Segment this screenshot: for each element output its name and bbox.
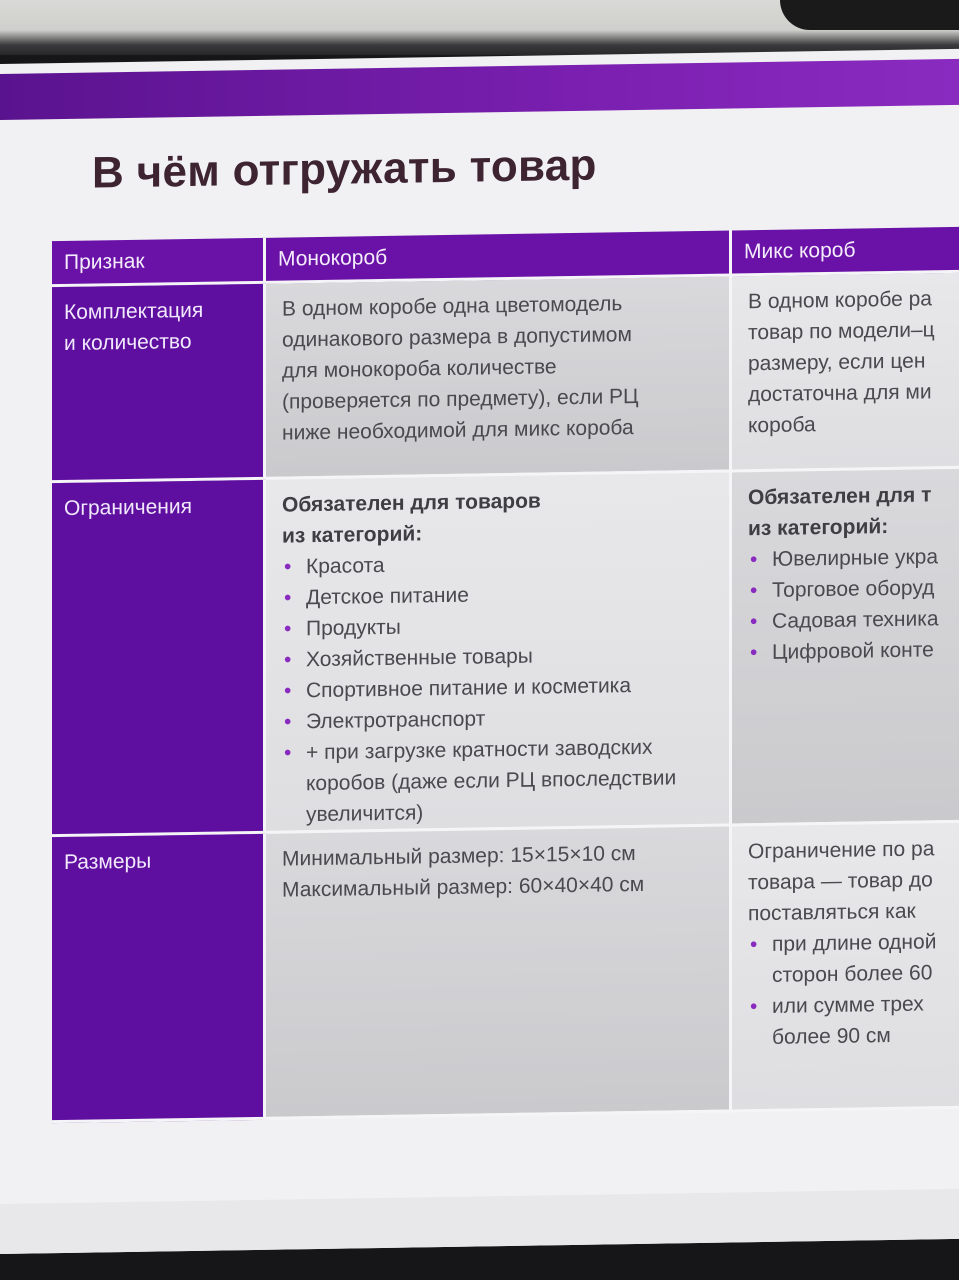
list-item: • Электротранспорт — [282, 700, 729, 738]
comparison-table — [52, 225, 959, 1123]
cell-lead-line: из категорий: — [282, 522, 423, 548]
header-attribute: Признак — [52, 238, 266, 287]
presentation-screen — [0, 49, 959, 1254]
cell-lead-line: Обязателен для т — [748, 483, 932, 510]
table-row-komplektatsiya — [52, 271, 959, 483]
cell-line: ниже необходимой для микс короба — [282, 416, 634, 445]
wall-shadow — [780, 0, 959, 30]
table-row-razmery — [52, 821, 959, 1123]
cell-line: размеру, если цен — [748, 349, 926, 376]
cell-line: достаточна для ми — [748, 380, 932, 407]
cell-line: В одном коробе одна цветомодель — [282, 292, 623, 321]
mono-razmery-cell — [266, 827, 732, 1120]
mix-komplektatsiya-cell — [732, 271, 959, 472]
row-label-komplektatsiya — [52, 284, 266, 483]
row-label-line: Размеры — [64, 849, 152, 874]
mono-category-list — [282, 545, 729, 831]
list-item: • Детское питание — [282, 576, 729, 614]
list-item: • Садовая техника — [748, 602, 959, 638]
row-label-line: Комплектация — [64, 298, 204, 324]
cell-line: В одном коробе ра — [748, 287, 932, 314]
list-item: • Ювелирные укра — [748, 540, 959, 576]
cell-line: для монокороба количестве — [282, 355, 557, 383]
mono-komplektatsiya-cell — [266, 277, 732, 480]
cell-lead-line: Обязателен для товаров — [282, 489, 541, 517]
table-row-ogranicheniya — [52, 467, 959, 837]
mix-category-list — [748, 540, 959, 669]
mix-razmery-cell — [732, 821, 959, 1112]
cell-line: одинакового размера в допустимом — [282, 323, 632, 352]
list-item: • Торговое оборуд — [748, 571, 959, 607]
list-item: • Спортивное питание и косметика — [282, 669, 729, 707]
cell-line: Максимальный размер: 60×40×40 см — [282, 872, 645, 902]
cell-line: Ограничение по ра — [748, 837, 935, 864]
list-item: • Цифровой конте — [748, 633, 959, 669]
cell-line: товара — товар до — [748, 868, 933, 895]
cell-line: (проверяется по предмету), если РЦ — [282, 384, 639, 414]
list-item: • при длине одной сторон более 60 — [748, 926, 959, 991]
cell-line: короба — [748, 413, 816, 438]
cell-lead-line: из категорий: — [748, 515, 889, 541]
mix-size-list — [748, 925, 959, 1054]
row-label-line: Ограничения — [64, 494, 192, 520]
row-label-ogranicheniya — [52, 480, 266, 837]
cell-line: поставляться как — [748, 899, 916, 926]
slide-title: В чём отгружать товар — [92, 140, 597, 198]
list-item: • + при загрузке кратности заводских коробов (даже если РЦ впоследствии увеличится) — [282, 731, 726, 831]
cell-line: Минимальный размер: 15×15×10 см — [282, 842, 636, 871]
header-miks-korob: Микс короб — [732, 225, 959, 276]
cell-line: товар по модели–ц — [748, 318, 935, 345]
mono-ogranicheniya-cell — [266, 473, 732, 834]
list-item: • Красота — [282, 545, 729, 583]
list-item: • Продукты — [282, 607, 729, 645]
list-item: • или сумме трех более 90 см — [748, 988, 959, 1053]
slide-header-bar — [0, 59, 959, 120]
header-monokorob: Монокороб — [266, 231, 732, 284]
row-label-razmery — [52, 834, 266, 1123]
list-item: • Хозяйственные товары — [282, 638, 729, 676]
mix-ogranicheniya-cell — [732, 467, 959, 826]
row-label-line: и количество — [64, 329, 192, 355]
